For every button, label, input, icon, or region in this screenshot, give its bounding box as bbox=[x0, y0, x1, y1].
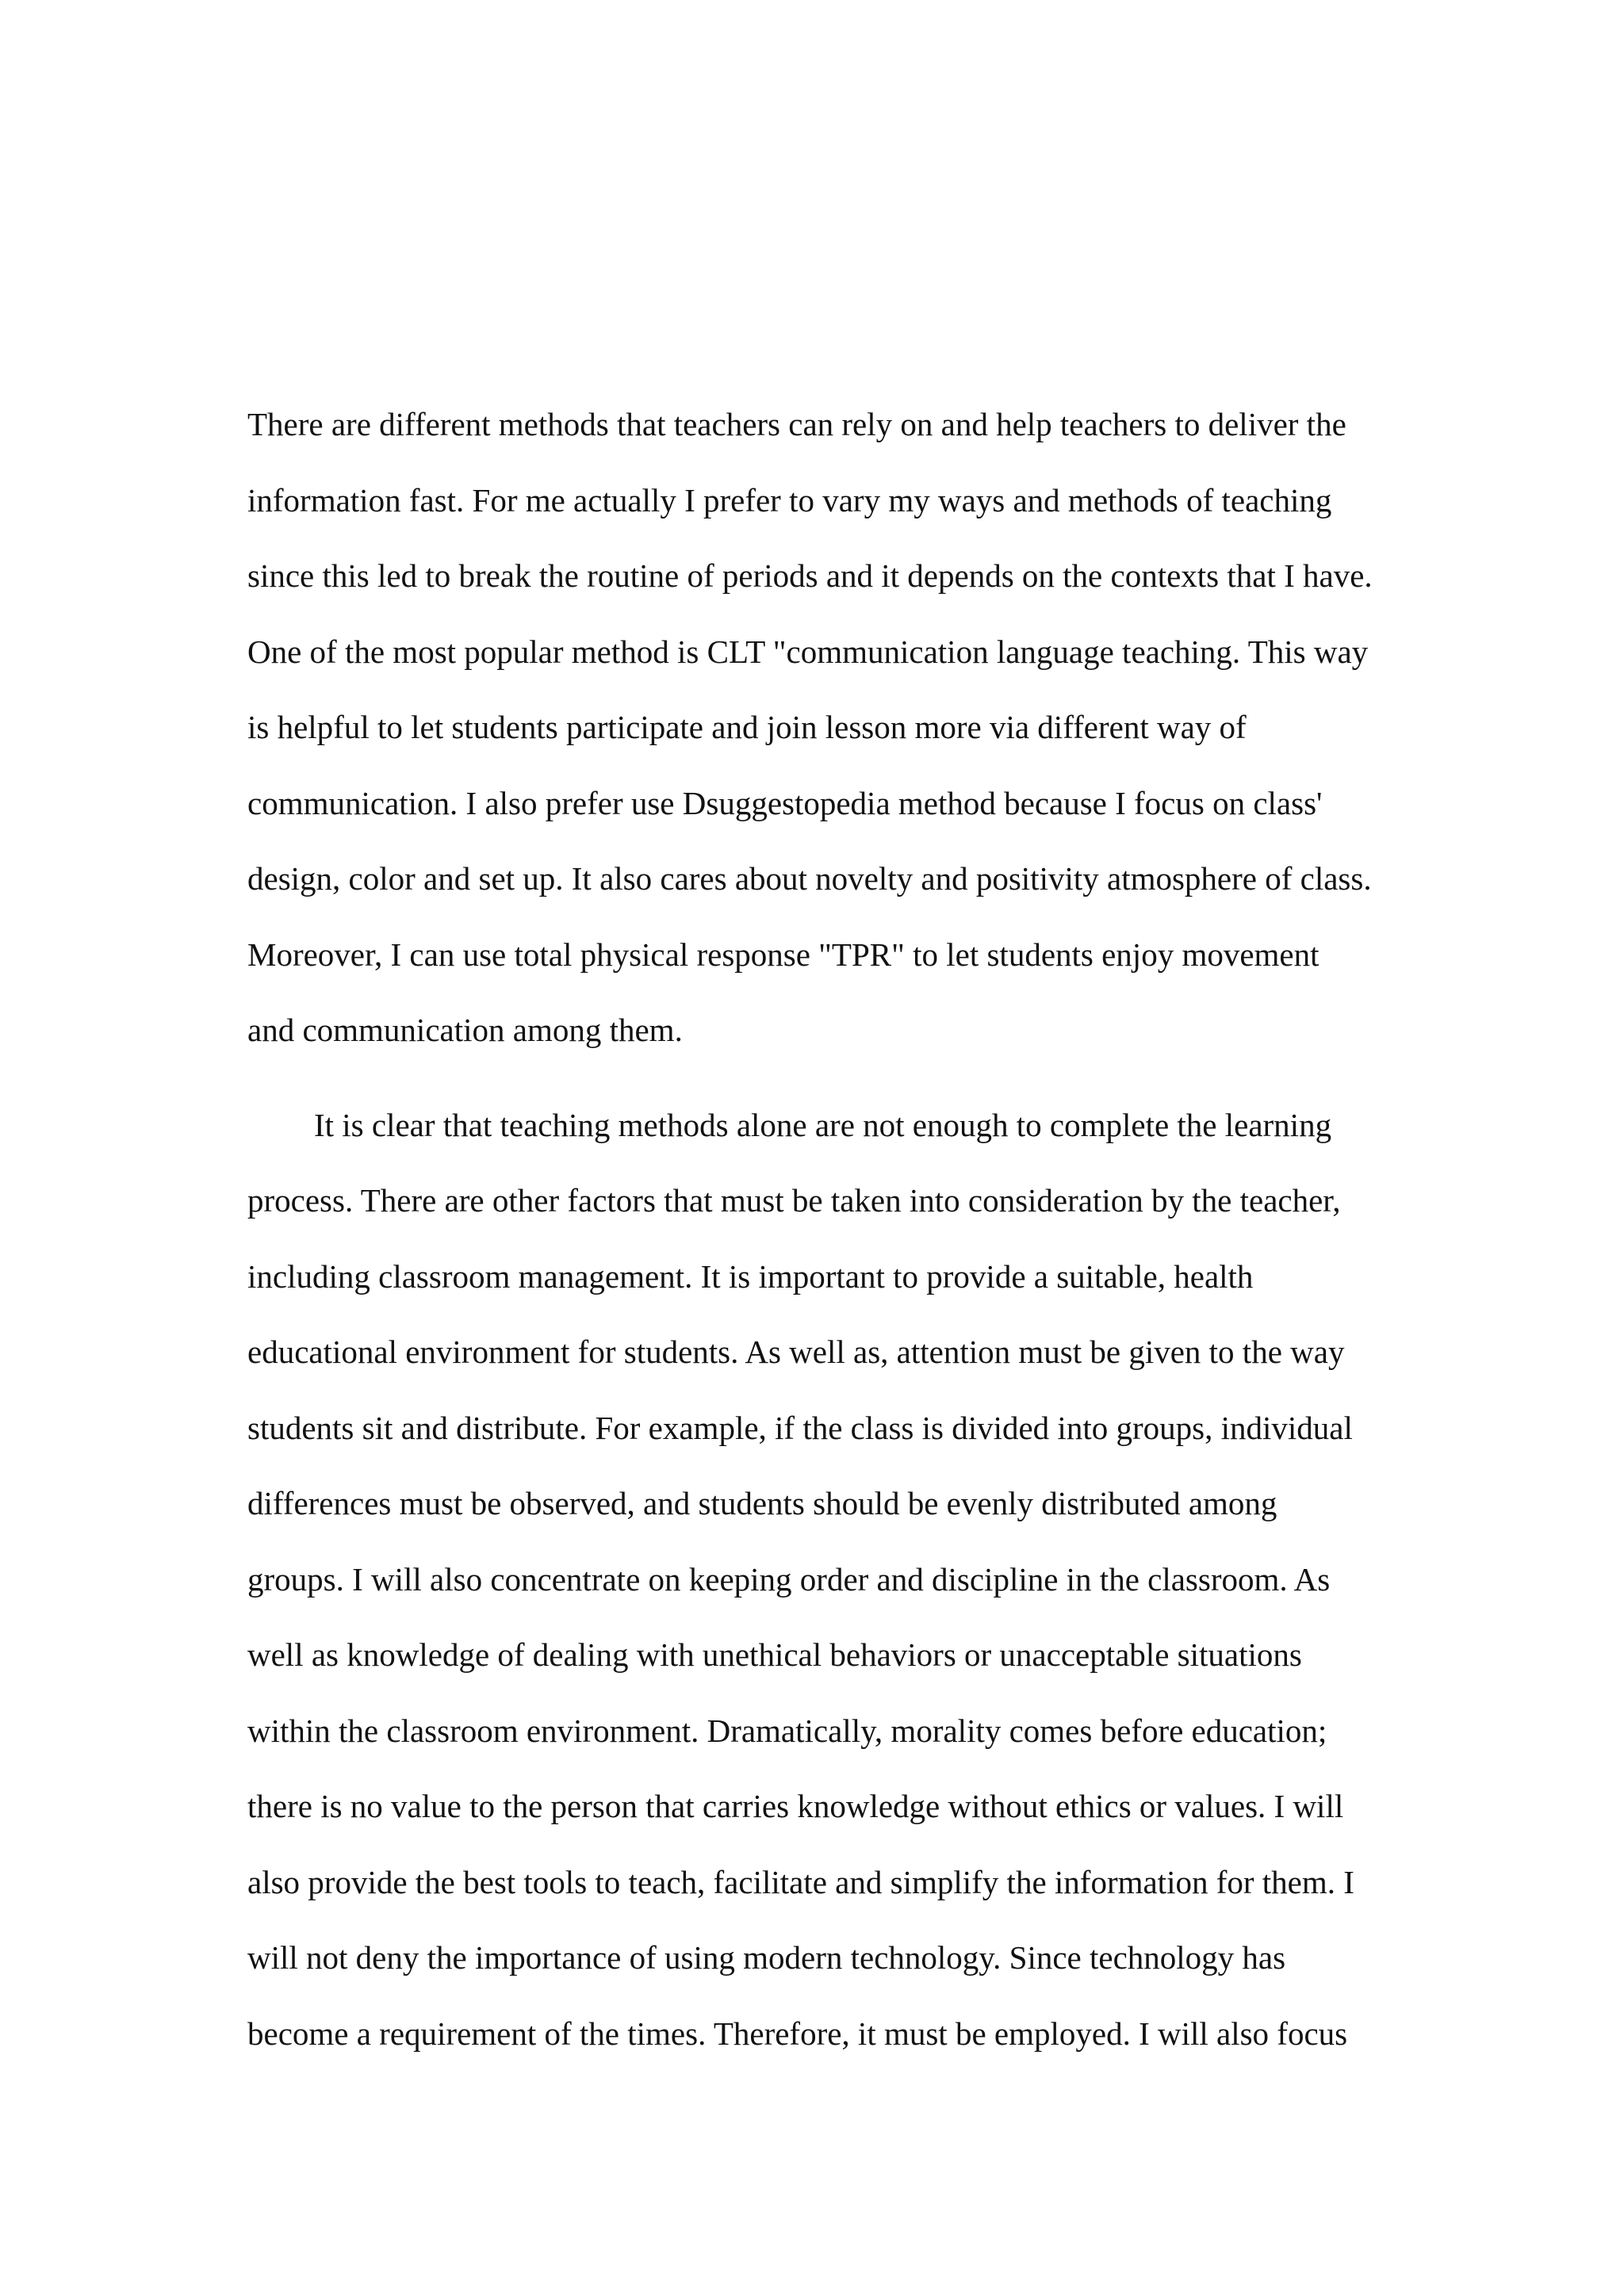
text-line: It is clear that teaching methods alone are not enough to complete the learning bbox=[314, 1106, 1332, 1143]
text-line: Moreover, I can use total physical response "TPR" to let students enjoy movement bbox=[247, 936, 1320, 973]
text-line: students sit and distribute. For example, if the class is divided into groups, individual bbox=[247, 1409, 1353, 1446]
text-line: within the classroom environment. Dramatically, morality comes before education; bbox=[247, 1712, 1327, 1749]
text-line: communication. I also prefer use Dsuggestopedia method because I focus on class' bbox=[247, 784, 1323, 821]
text-line: design, color and set up. It also cares about novelty and positivity atmosphere of class. bbox=[247, 860, 1372, 897]
paragraph-classroom-management bbox=[247, 1088, 1405, 2072]
text-line: information fast. For me actually I prefer to vary my ways and methods of teaching bbox=[247, 481, 1332, 519]
text-line: well as knowledge of dealing with unethical behaviors or unacceptable situations bbox=[247, 1636, 1302, 1673]
paragraph-teaching-methods bbox=[247, 387, 1405, 1069]
text-line: since this led to break the routine of periods and it depends on the contexts that I have. bbox=[247, 557, 1373, 594]
text-line: differences must be observed, and students should be evenly distributed among bbox=[247, 1485, 1277, 1521]
text-line: There are different methods that teachers can rely on and help teachers to deliver the bbox=[247, 406, 1346, 442]
text-line: will not deny the importance of using modern technology. Since technology has bbox=[247, 1939, 1286, 1976]
text-line: process. There are other factors that must be taken into consideration by the teacher, bbox=[247, 1182, 1341, 1219]
text-line: groups. I will also concentrate on keeping order and discipline in the classroom. As bbox=[247, 1560, 1331, 1598]
text-line: there is no value to the person that carries knowledge without ethics or values. I will bbox=[247, 1788, 1344, 1824]
document-body bbox=[247, 387, 1405, 2072]
text-line: also provide the best tools to teach, facilitate and simplify the information for them. I bbox=[247, 1863, 1354, 1900]
text-line: is helpful to let students participate and join lesson more via different way of bbox=[247, 709, 1247, 745]
text-line: become a requirement of the times. Therefore, it must be employed. I will also focus bbox=[247, 2015, 1348, 2052]
text-line: One of the most popular method is CLT "communication language teaching. This way bbox=[247, 633, 1369, 670]
text-line: including classroom management. It is important to provide a suitable, health bbox=[247, 1257, 1254, 1295]
text-line: and communication among them. bbox=[247, 1012, 683, 1048]
text-line: educational environment for students. As well as, attention must be given to the way bbox=[247, 1334, 1345, 1370]
